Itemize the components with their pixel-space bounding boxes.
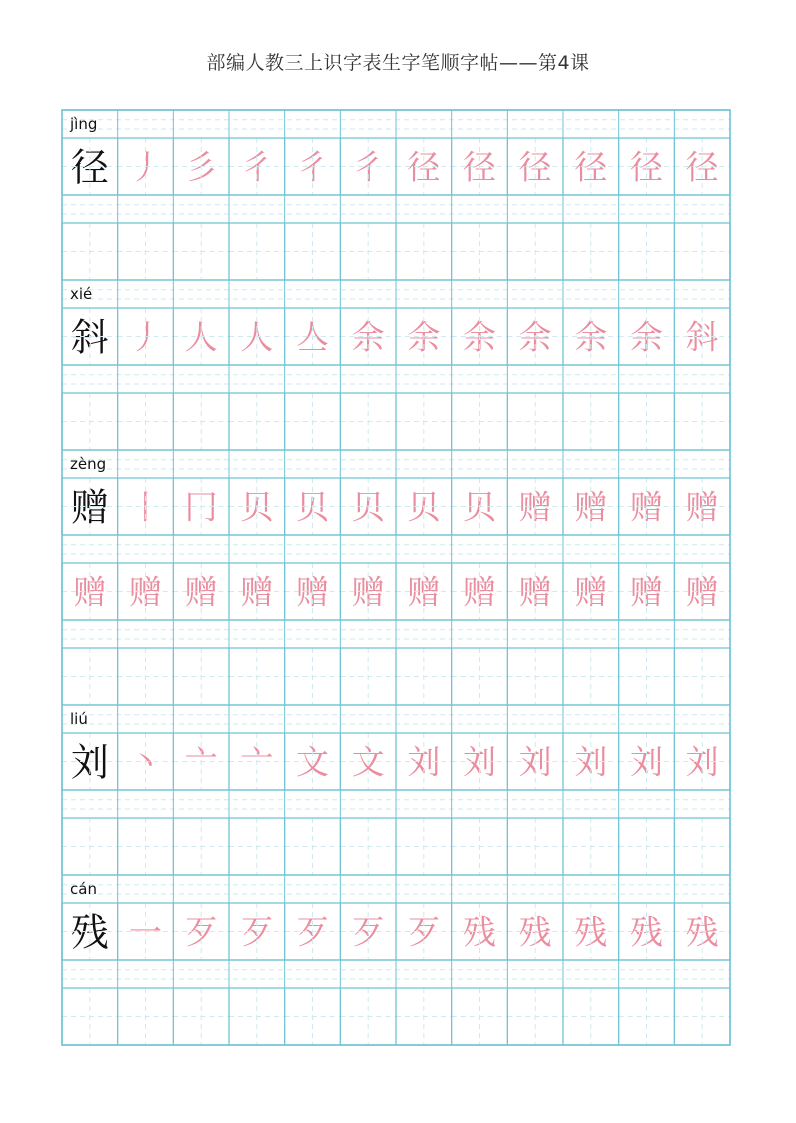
- trace-character: 丿: [129, 317, 162, 357]
- trace-character: 丨: [129, 487, 162, 527]
- trace-character: 赠: [518, 487, 552, 527]
- trace-character: 赠: [73, 572, 107, 612]
- char-row: [71, 911, 719, 955]
- trace-character: 径: [518, 147, 552, 187]
- trace-character: 赠: [240, 572, 274, 612]
- char-row: [71, 146, 719, 190]
- trace-character: 文: [351, 742, 385, 782]
- trace-character: 赠: [685, 487, 719, 527]
- trace-character: 刘: [685, 742, 719, 782]
- trace-character: 彳: [351, 147, 385, 187]
- model-character: 斜: [70, 315, 109, 360]
- trace-character: 彳: [240, 147, 274, 187]
- char-row: [71, 486, 719, 530]
- model-character: 径: [70, 145, 109, 190]
- char-row: [71, 741, 719, 785]
- trace-character: 贝: [240, 487, 274, 527]
- trace-character: 赠: [351, 572, 385, 612]
- pinyin-label: liú: [70, 710, 88, 728]
- trace-character: 歹: [240, 912, 274, 952]
- trace-character: 赠: [630, 572, 663, 612]
- trace-character: 径: [630, 147, 663, 187]
- trace-character: 赠: [407, 572, 441, 612]
- trace-character: 余: [463, 317, 496, 357]
- trace-character: 贝: [463, 487, 496, 527]
- trace-character: 余: [574, 317, 608, 357]
- trace-character: 歹: [351, 912, 385, 952]
- trace-character: 歹: [296, 912, 329, 952]
- trace-character: 赠: [574, 487, 608, 527]
- trace-character: 余: [351, 317, 385, 357]
- trace-character: 径: [574, 147, 608, 187]
- trace-character: 亠: [240, 742, 274, 782]
- pinyin-label: jìng: [70, 115, 98, 133]
- trace-character: 赠: [518, 572, 552, 612]
- pinyin-label: xié: [70, 285, 93, 303]
- trace-character: 赠: [296, 572, 329, 612]
- trace-character: 余: [407, 317, 441, 357]
- trace-character: 径: [463, 147, 496, 187]
- trace-character: 亼: [296, 317, 329, 357]
- trace-character: 丿: [129, 147, 162, 187]
- trace-character: 径: [407, 147, 441, 187]
- trace-character: 刘: [518, 742, 552, 782]
- trace-character: 残: [630, 912, 663, 952]
- page-title: 部编人教三上识字表生字笔顺字帖——第4课: [206, 52, 590, 74]
- trace-character: 残: [518, 912, 552, 952]
- trace-character: 赠: [129, 572, 162, 612]
- trace-character: 赠: [630, 487, 663, 527]
- model-character: 刘: [70, 740, 109, 785]
- trace-character: 刘: [630, 742, 663, 782]
- trace-character: 冂: [184, 487, 218, 527]
- trace-character: 贝: [296, 487, 329, 527]
- pinyin-label: cán: [70, 880, 97, 898]
- trace-character: 赠: [184, 572, 218, 612]
- trace-character: 文: [296, 742, 329, 782]
- pinyin-label: zèng: [70, 455, 107, 473]
- trace-character: 歹: [184, 912, 218, 952]
- trace-character: 丶: [129, 742, 162, 782]
- trace-character: 径: [685, 147, 719, 187]
- model-character: 残: [70, 910, 109, 955]
- trace-character: 人: [184, 317, 218, 357]
- trace-character: 刘: [407, 742, 441, 782]
- trace-character: 一: [129, 912, 162, 952]
- trace-character: 余: [518, 317, 552, 357]
- trace-character: 赠: [574, 572, 608, 612]
- trace-character: 余: [630, 317, 663, 357]
- trace-character: 斜: [685, 317, 719, 357]
- char-row: [71, 316, 719, 360]
- trace-character: 亠: [184, 742, 218, 782]
- trace-character: 赠: [463, 572, 496, 612]
- model-character: 赠: [70, 485, 109, 530]
- trace-character: 贝: [351, 487, 385, 527]
- trace-character: 刘: [463, 742, 496, 782]
- trace-character: 残: [463, 912, 496, 952]
- trace-character: 赠: [685, 572, 719, 612]
- trace-character: 贝: [407, 487, 441, 527]
- trace-character: 残: [685, 912, 719, 952]
- trace-character: 彳: [296, 147, 329, 187]
- trace-character: 刘: [574, 742, 608, 782]
- trace-character: 歹: [407, 912, 441, 952]
- trace-character: 残: [574, 912, 608, 952]
- trace-character: 人: [240, 317, 274, 357]
- trace-character: 彡: [184, 147, 218, 187]
